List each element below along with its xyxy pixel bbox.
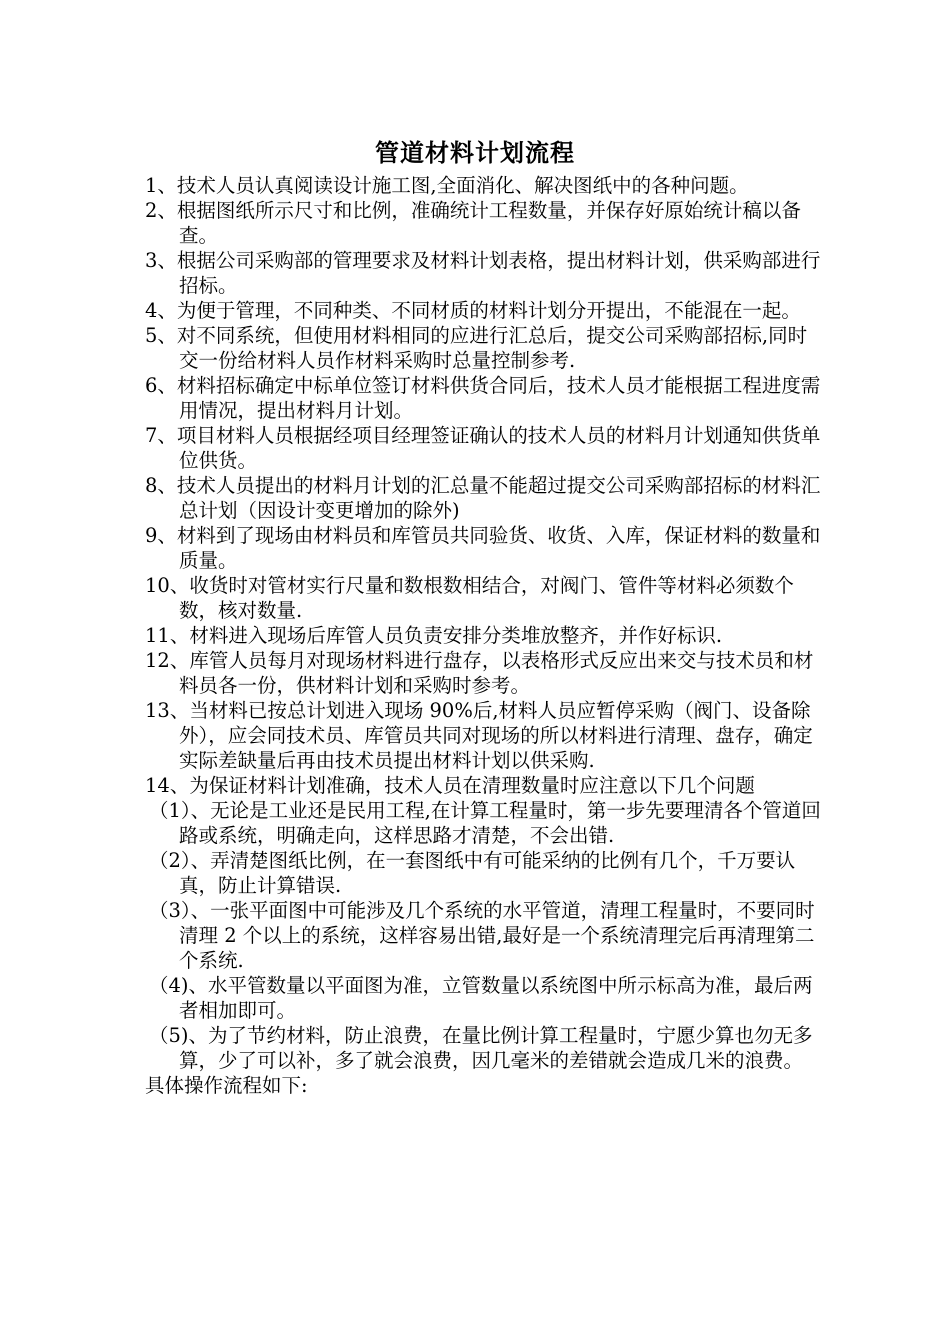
sub-list-item: （3）、一张平面图中可能涉及几个系统的水平管道，清理工程量时，不要同时清理 2 个以上的系统，这样容易出错,最好是一个系统清理完后再清理第二个系统. (149, 899, 815, 972)
list-item: 9、材料到了现场由材料员和库管员共同验货、收货、入库，保证材料的数量和质量。 (145, 524, 821, 572)
list-item: 12、库管人员每月对现场材料进行盘存，以表格形式反应出来交与技术员和材料员各一份，供材料计划和采购时参考。 (145, 649, 814, 697)
list-item: 8、技术人员提出的材料月计划的汇总量不能超过提交公司采购部招标的材料汇总计划（因设计变更增加的除外) (145, 474, 821, 522)
sub-list-item: （2）、弄清楚图纸比例，在一套图纸中有可能采纳的比例有几个，千万要认真，防止计算错误. (149, 849, 796, 897)
list-item: 7、项目材料人员根据经项目经理签证确认的技术人员的材料月计划通知供货单位供货。 (145, 424, 821, 472)
list-item: 1、技术人员认真阅读设计施工图,全面消化、解决图纸中的各种问题。 (145, 174, 749, 197)
list-item: 11、材料进入现场后库管人员负责安排分类堆放整齐，并作好标识. (145, 624, 723, 647)
list-item: 4、为便于管理，不同种类、不同材质的材料计划分开提出，不能混在一起。 (145, 299, 801, 322)
document-title: 管道材料计划流程 (375, 138, 575, 167)
list-item: 13、当材料已按总计划进入现场 90%后,材料人员应暂停采购（阀门、设备除外），应会同技术员、库管员共同对现场的所以材料进行清理、盘存，确定实际差缺量后再由技术员提出材料计划以供采购. (145, 699, 813, 772)
sub-list-item: （5)、为了节约材料，防止浪费，在量比例计算工程量时，宁愿少算也勿无多算，少了可以补，多了就会浪费，因几毫米的差错就会造成几米的浪费。 (149, 1024, 813, 1072)
sub-list-item: （4)、水平管数量以平面图为准，立管数量以系统图中所示标高为准，最后两者相加即可。 (149, 974, 813, 1022)
list-item: 14、为保证材料计划准确，技术人员在清理数量时应注意以下几个问题 (145, 774, 755, 797)
list-item: 6、材料招标确定中标单位签订材料供货合同后，技术人员才能根据工程进度需用情况，提出材料月计划。 (145, 374, 821, 422)
list-item: 2、根据图纸所示尺寸和比例，准确统计工程数量，并保存好原始统计稿以备查。 (145, 199, 801, 247)
sub-list-item: （1）、无论是工业还是民用工程,在计算工程量时，第一步先要理清各个管道回路或系统，明确走向，这样思路才清楚，不会出错. (149, 799, 821, 847)
closing-line: 具体操作流程如下: (145, 1074, 308, 1097)
list-item: 10、收货时对管材实行尺量和数根数相结合，对阀门、管件等材料必须数个数，核对数量. (145, 574, 794, 622)
list-item: 3、根据公司采购部的管理要求及材料计划表格，提出材料计划，供采购部进行招标。 (145, 249, 821, 297)
list-item: 5、对不同系统，但使用材料相同的应进行汇总后，提交公司采购部招标,同时交一份给材料人员作材料采购时总量控制参考. (145, 324, 808, 372)
document-body (145, 173, 825, 1098)
